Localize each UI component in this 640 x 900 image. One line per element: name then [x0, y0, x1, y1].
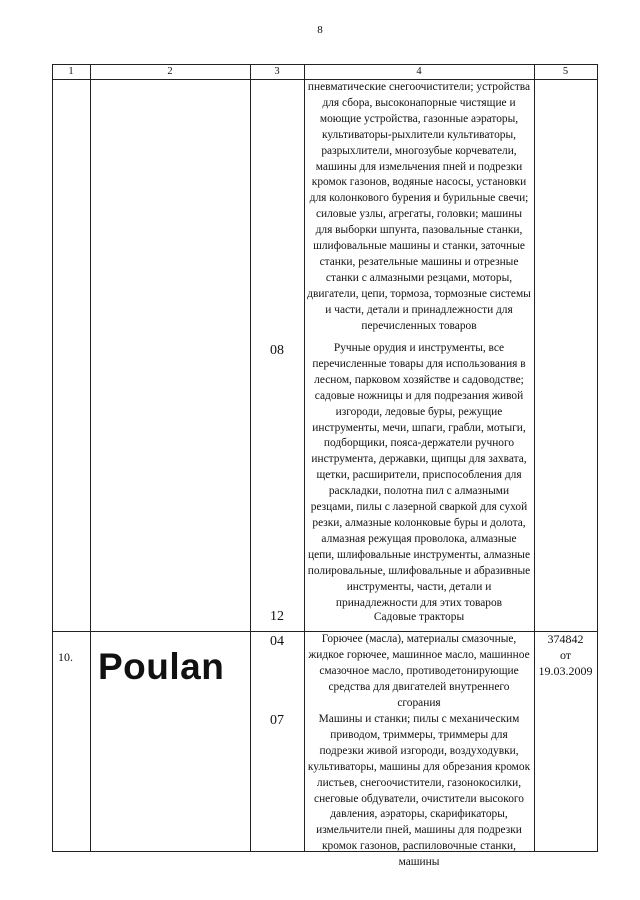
header-col-5: 5 — [562, 66, 569, 77]
col-divider-2 — [250, 64, 251, 852]
goods-text-class-07: Машины и станки; пилы с механическим приводом, триммеры, триммеры для подрезки живой изгороди, воздуходувки, культиваторы, машины для обрезания кромок листьев, снегоочистители, газонокосилки, снеговые обдуватели, очистители высокого давления, аэраторы, скарификаторы, измельчители пней, машины для подрезки кромок газонов, распиловочные станки, машины — [307, 713, 531, 869]
class-code-07: 07 — [270, 713, 284, 728]
header-col-4: 4 — [416, 66, 422, 77]
registration-from: от — [559, 648, 572, 662]
registration-date: 19.03.2009 — [538, 664, 593, 678]
registration-number: 374842 — [547, 632, 584, 646]
goods-text-class-04: Горючее (масла), материалы смазочные, жидкое горючее, машинное масло, машинное смазочное масло, противодетонирующие средства для двигателей внутреннего сгорания — [308, 633, 530, 709]
class-code-08: 08 — [270, 343, 284, 358]
header-col-3: 3 — [274, 66, 280, 77]
poulan-logo: Poulan — [98, 646, 225, 687]
col-divider-1 — [90, 64, 91, 852]
header-col-1: 1 — [68, 66, 74, 77]
table-right-border — [597, 64, 598, 852]
col-divider-3 — [304, 64, 305, 852]
goods-text-continued: пневматические снегоочистители; устройства для сбора, высоконапорные чистящие и моющие устройства, газонные аэраторы, культиваторы-рыхлители культиваторы, разрыхлители, многозубые корчеватели, машины для измельчения пней и подрезки кромок газонов, водяные насосы, установки для колонкового бурения и бурильные свечи; силовые узлы, агрегаты, головки; машины для выборки шпунта, пазовальные станки, шлифовальные машины и станки, заточные станки, резательные машины и отрезные станки с алмазными резцами, моторы, двигатели, цепи, тормоза, тормозные системы и части, детали и принадлежности для перечисленных товаров — [307, 81, 531, 332]
goods-text-class-12: Садовые тракторы — [373, 611, 465, 623]
table-left-border — [52, 64, 53, 852]
header-col-2: 2 — [167, 66, 173, 77]
page-number: 8 — [317, 24, 323, 36]
col-divider-4 — [534, 64, 535, 852]
goods-text-class-08: Ручные орудия и инструменты, все перечисленные товары для использования в лесном, парковом хозяйстве и садоводстве; садовые ножницы и для подрезания живой изгороди, ледовые буры, режущие инструменты, мечи, шпаги, грабли, мотыги, подборщики, пояса-держатели ручного инструмента, державки, щипцы для захвата, щетки, расширители, приспособления для раскладки, полотна пил с алмазными резцами, пилы с лазерной сваркой для сухой резки, алмазные колонковые буры и долота, алмазная режущая проволока, алмазные цепи, шлифовальные инструменты, алмазные полировальные, шлифовальные и абразивные инструменты, части, детали и принадлежности для этих товаров — [307, 342, 531, 609]
row-number: 10. — [58, 650, 73, 664]
class-code-12: 12 — [270, 609, 284, 624]
class-code-04: 04 — [270, 634, 284, 649]
